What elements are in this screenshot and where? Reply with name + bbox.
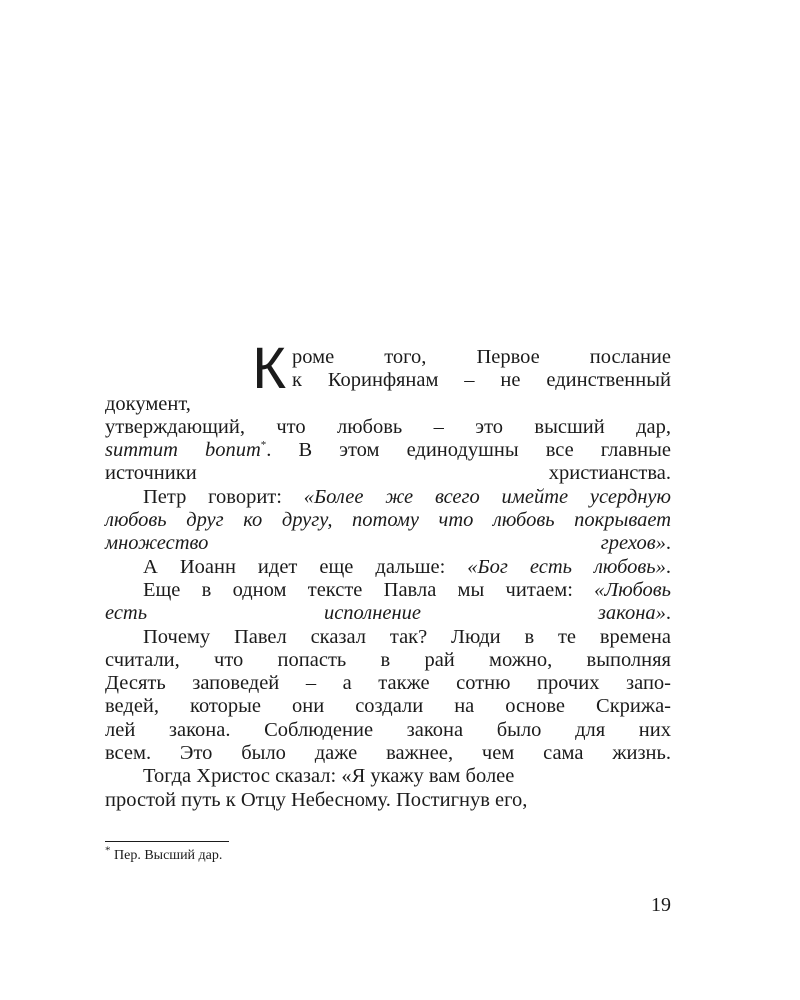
paragraph-6-line-2: простой путь к Отцу Небесному. Постигнув его, [105,788,528,811]
john-lead: А Иоанн идет еще дальше: [143,555,468,578]
paragraph-1-line-2: к Коринфянам – не единственный документ, [105,369,671,415]
paragraph-5-line-2: считали, что попасть в рай можно, выполняя [105,648,671,671]
paul-quote-1: «Любовь [594,578,671,601]
page-number: 19 [651,894,671,916]
paragraph-5-line-1: Почему Павел сказал так? Люди в те времена [143,625,671,648]
paragraph-5 [105,626,671,766]
paragraph-1-line-4: . В этом единодушны все главные [266,439,671,462]
latin-phrase: summum bonum [105,439,261,462]
paragraph-5-line-6: всем. Это было даже важнее, чем сама жизнь. [105,742,671,765]
peter-quote-1: «Более же всего имейте усердную [303,485,671,508]
paragraph-6-line-1: Тогда Христос сказал: «Я укажу вам более [143,765,515,788]
paragraph-1-line-5: источники христианства. [105,462,671,485]
paul-quote-2: есть исполнение закона» [105,602,666,625]
paragraph-1-line-1: роме того, Первое послание [292,346,671,368]
paragraph-4: Еще в одном тексте Павла мы читаем: «Любовь есть исполнение закона». [105,578,671,625]
paul-lead: Еще в одном тексте Павла мы читаем: [143,578,595,601]
peter-lead: Петр говорит: [143,485,304,508]
footnote-marker: * [260,439,267,452]
paragraph-1-line-3: утверждающий, что любовь – это высший дар, [105,415,671,438]
peter-quote-3: множество грехов» [105,532,666,555]
footnote-text: Пер. Высший дар. [110,848,223,863]
paragraph-5-line-5: лей закона. Соблюдение закона было для них [105,718,671,741]
body-text [105,336,671,812]
footnote-mark: * [105,844,111,857]
peter-quote-2: любовь друг ко другу, потому что любовь покрывает [105,509,671,532]
john-quote: «Бог есть любовь» [467,555,666,578]
paragraph-2: Петр говорит: «Более же всего имейте усердную любовь друг ко другу, потому что любовь покрывает множество грехов». [105,485,671,555]
footnote [105,844,223,865]
paragraph-6 [105,765,671,812]
paragraph-5-line-3: Десять заповедей – а также сотню прочих запо- [105,672,671,695]
footnote-rule [105,841,229,842]
paragraph-3: А Иоанн идет еще дальше: «Бог есть любовь». [143,555,671,578]
paragraph-5-line-4: ведей, которые они создали на основе Скрижа- [105,695,671,718]
drop-cap: К [252,336,286,401]
paragraph-1 [105,336,671,486]
